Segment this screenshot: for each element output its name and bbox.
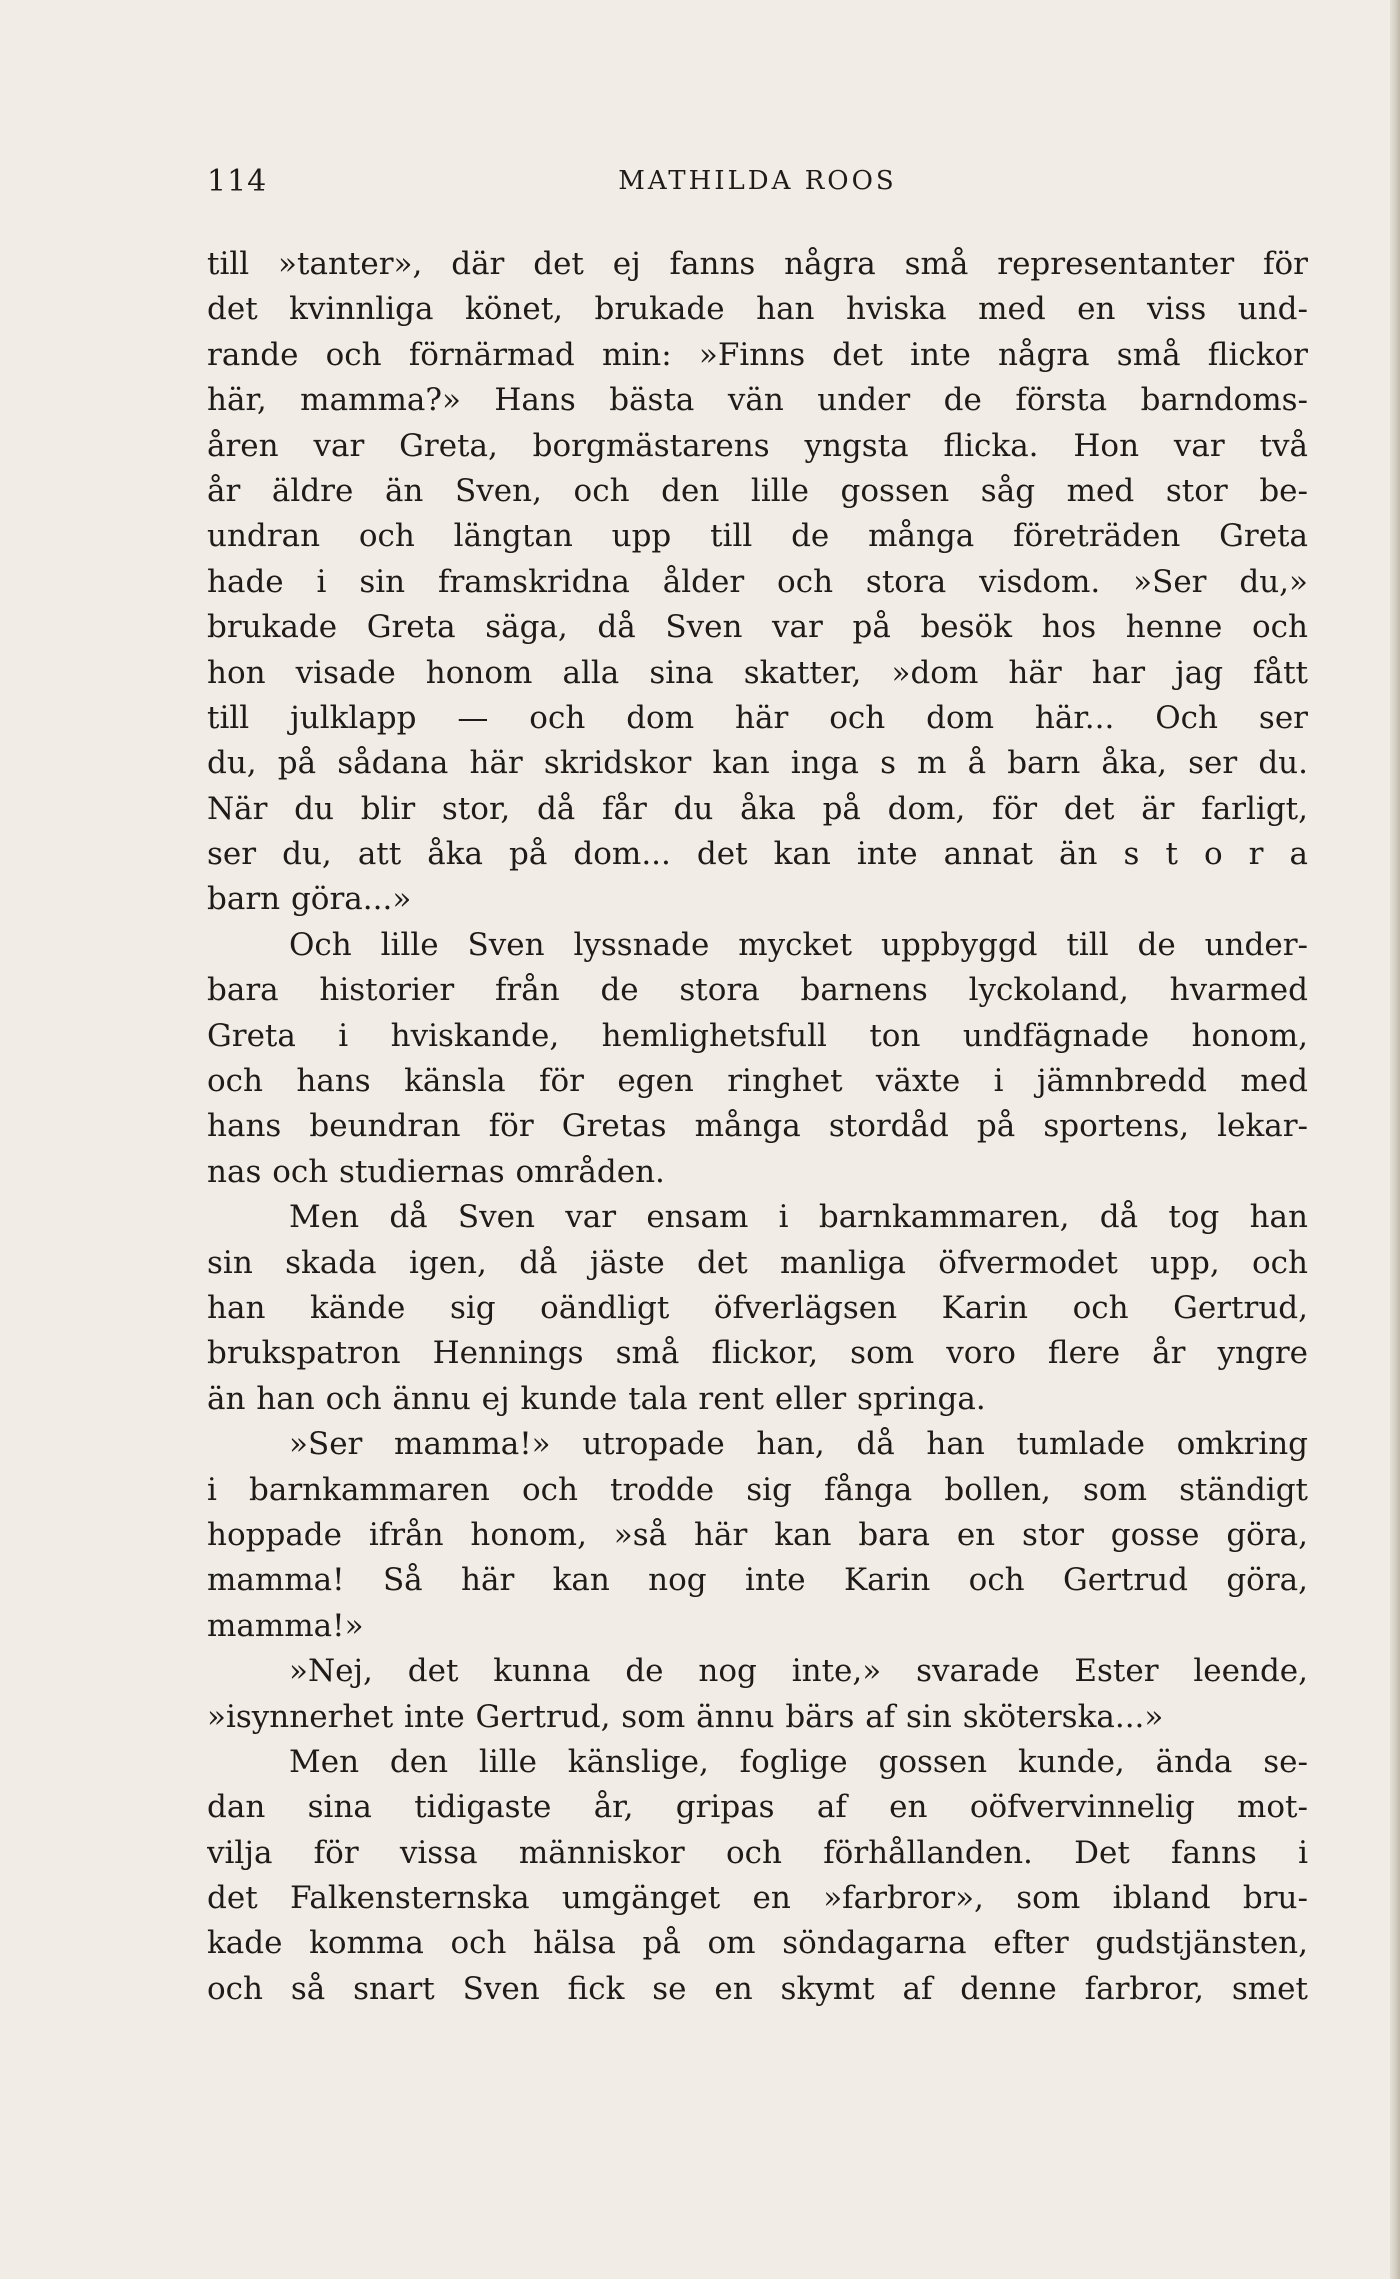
text-line: han kände sig oändligt öfverlägsen Karin och Gertrud, xyxy=(207,1289,1308,1326)
text-line: hon visade honom alla sina skatter, »dom här har jag fått xyxy=(207,654,1308,691)
text-line: vilja för vissa människor och förhållanden. Det fanns i xyxy=(207,1834,1308,1871)
text-line: brukspatron Hennings små flickor, som voro flere år yngre xyxy=(207,1335,1308,1372)
page-edge xyxy=(1390,0,1400,2279)
body-text xyxy=(207,242,1308,2012)
text-line: Men då Sven var ensam i barnkammaren, då tog han xyxy=(289,1199,1308,1236)
text-line: Greta i hviskande, hemlighetsfull ton undfägnade honom, xyxy=(207,1017,1308,1054)
text-line: det Falkensternska umgänget en »farbror», som ibland bru- xyxy=(207,1880,1308,1917)
text-line: här, mamma?» Hans bästa vän under de första barndoms- xyxy=(207,382,1308,419)
text-line: sin skada igen, då jäste det manliga öfvermodet upp, och xyxy=(207,1244,1308,1281)
text-line: När du blir stor, då får du åka på dom, för det är farligt, xyxy=(207,790,1308,827)
text-line: »Nej, det kunna de nog inte,» svarade Ester leende, xyxy=(289,1653,1308,1690)
text-line: brukade Greta säga, då Sven var på besök hos henne och xyxy=(207,609,1308,646)
text-line: barn göra...» xyxy=(207,881,412,918)
text-line: nas och studiernas områden. xyxy=(207,1153,665,1190)
text-line: åren var Greta, borgmästarens yngsta flicka. Hon var två xyxy=(207,427,1308,464)
text-line: du, på sådana här skridskor kan inga s m å barn åka, ser du. xyxy=(207,745,1308,782)
text-line: hade i sin framskridna ålder och stora visdom. »Ser du,» xyxy=(207,563,1308,600)
text-line: Men den lille känslige, foglige gossen kunde, ända se- xyxy=(289,1743,1308,1780)
text-line: mamma! Så här kan nog inte Karin och Gertrud göra, xyxy=(207,1562,1308,1599)
text-line: kade komma och hälsa på om söndagarna efter gudstjänsten, xyxy=(207,1925,1308,1962)
text-line: ser du, att åka på dom... det kan inte annat än s t o r a xyxy=(207,836,1308,873)
text-line: hans beundran för Gretas många stordåd på sportens, lekar- xyxy=(207,1108,1308,1145)
text-line: Och lille Sven lyssnade mycket uppbyggd till de under- xyxy=(289,926,1308,963)
page-number: 114 xyxy=(207,164,268,199)
page-header xyxy=(207,164,1308,204)
text-line: dan sina tidigaste år, gripas af en oöfvervinnelig mot- xyxy=(207,1789,1308,1826)
text-line: hoppade ifrån honom, »så här kan bara en stor gosse göra, xyxy=(207,1516,1308,1553)
text-line: i barnkammaren och trodde sig fånga bollen, som ständigt xyxy=(207,1471,1308,1508)
text-line: år äldre än Sven, och den lille gossen såg med stor be- xyxy=(207,472,1308,509)
text-line: mamma!» xyxy=(207,1607,364,1644)
text-line: till julklapp — och dom här och dom här... Och ser xyxy=(207,699,1308,736)
text-line: och hans känsla för egen ringhet växte i jämnbredd med xyxy=(207,1063,1308,1100)
text-line: bara historier från de stora barnens lyckoland, hvarmed xyxy=(207,972,1308,1009)
text-line: »Ser mamma!» utropade han, då han tumlade omkring xyxy=(289,1426,1308,1463)
text-line: det kvinnliga könet, brukade han hviska med en viss und- xyxy=(207,291,1308,328)
text-line: undran och längtan upp till de många företräden Greta xyxy=(207,518,1308,555)
text-line: och så snart Sven fick se en skymt af denne farbror, smet xyxy=(207,1970,1308,2007)
text-line: till »tanter», där det ej fanns några små representanter för xyxy=(207,246,1308,282)
text-line: rande och förnärmad min: »Finns det inte några små flickor xyxy=(207,336,1308,373)
text-line: »isynnerhet inte Gertrud, som ännu bärs af sin sköterska...» xyxy=(207,1698,1164,1735)
text-line: än han och ännu ej kunde tala rent eller springa. xyxy=(207,1380,986,1417)
running-head: MATHILDA ROOS xyxy=(618,166,897,196)
